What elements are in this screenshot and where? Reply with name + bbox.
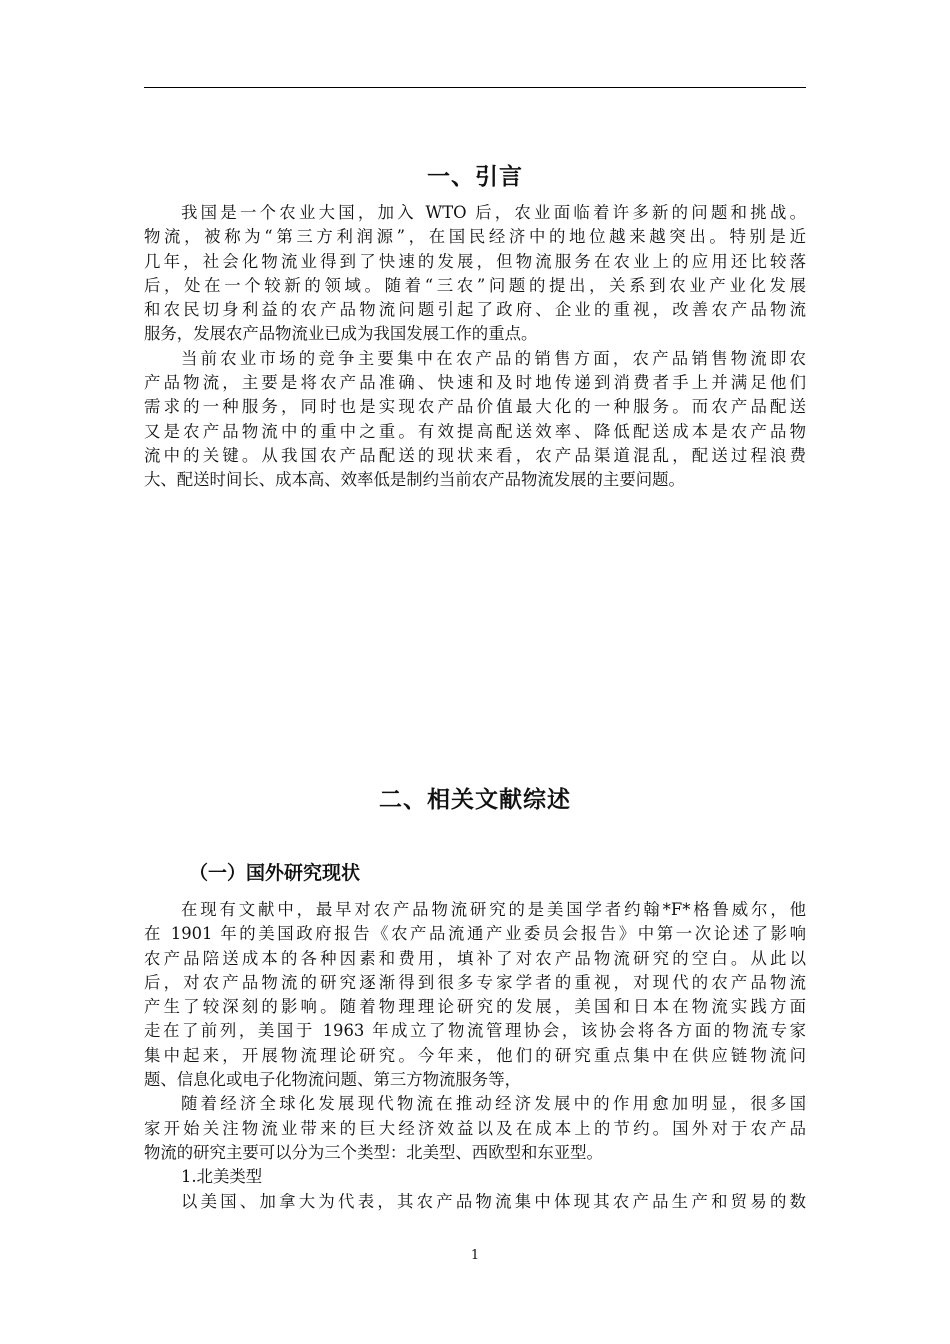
text-line: 和农民切身利益的农产品物流问题引起了政府、企业的重视，改善农产品物流 bbox=[144, 300, 806, 320]
section-2-heading-block bbox=[144, 785, 806, 815]
subsection-1-title: （一）国外研究现状 bbox=[189, 862, 361, 884]
subsection-1-heading-block bbox=[144, 860, 806, 886]
subsection-1-paragraph-3 bbox=[144, 1190, 806, 1214]
text-line: 在现有文献中，最早对农产品物流研究的是美国学者约翰*F*格鲁威尔，他 bbox=[181, 900, 806, 919]
text-line: 当前农业市场的竞争主要集中在农产品的销售方面，农产品销售物流即农 bbox=[181, 348, 806, 368]
text-line: 题、信息化或电子化物流问题、第三方物流服务等， bbox=[144, 1070, 521, 1090]
text-line: 家开始关注物流业带来的巨大经济效益以及在成本上的节约。国外对于农产品 bbox=[144, 1118, 806, 1138]
section-1-paragraph-2 bbox=[144, 347, 806, 493]
text-line: 走在了前列，美国于 1963 年成立了物流管理协会，该协会将各方面的物流专家 bbox=[144, 1021, 806, 1041]
header-rule bbox=[144, 87, 806, 88]
subsection-1-paragraph-1 bbox=[144, 898, 806, 1092]
section-2-title: 二、相关文献综述 bbox=[379, 787, 571, 813]
section-1-paragraph-1 bbox=[144, 201, 806, 347]
section-1-title: 一、引言 bbox=[427, 164, 523, 190]
text-line: 集中起来，开展物流理论研究。今年来，他们的研究重点集中在供应链物流问 bbox=[144, 1045, 806, 1065]
text-line: 几年，社会化物流业得到了快速的发展，但物流服务在农业上的应用还比较落 bbox=[144, 251, 806, 271]
text-line: 随着经济全球化发展现代物流在推动经济发展中的作用愈加明显，很多国 bbox=[181, 1094, 806, 1114]
text-line: 物流，被称为“第三方利润源”，在国民经济中的地位越来越突出。特别是近 bbox=[144, 227, 806, 247]
section-2-body bbox=[144, 898, 806, 1214]
page-number: 1 bbox=[470, 1248, 480, 1263]
text-line: 我国是一个农业大国，加入 WTO 后，农业面临着许多新的问题和挑战。 bbox=[181, 203, 806, 222]
text-line: 流中的关键。从我国农产品配送的现状来看，农产品渠道混乱，配送过程浪费 bbox=[144, 445, 806, 465]
text-line: 物流的研究主要可以分为三个类型：北美型、西欧型和东亚型。 bbox=[144, 1142, 603, 1162]
section-1-heading-block bbox=[144, 162, 806, 192]
text-line: 产品物流，主要是将农产品准确、快速和及时地传递到消费者手上并满足他们 bbox=[144, 373, 806, 393]
text-line: 需求的一种服务，同时也是实现农产品价值最大化的一种服务。而农产品配送 bbox=[144, 397, 806, 417]
text-line: 大、配送时间长、成本高、效率低是制约当前农产品物流发展的主要问题。 bbox=[144, 470, 685, 490]
text-line: 农产品陪送成本的各种因素和费用，填补了对农产品物流研究的空白。从此以 bbox=[144, 948, 806, 968]
text-line: 后，对农产品物流的研究逐渐得到很多专家学者的重视，对现代的农产品物流 bbox=[144, 972, 806, 992]
text-line: 后，处在一个较新的领域。随着“三农”问题的提出，关系到农业产业化发展 bbox=[144, 275, 806, 295]
text-line: 又是农产品物流中的重中之重。有效提高配送效率、降低配送成本是农产品物 bbox=[144, 421, 806, 441]
text-line: 服务，发展农产品物流业已成为我国发展工作的重点。 bbox=[144, 324, 538, 344]
item-1-title: 1.北美类型 bbox=[181, 1167, 263, 1187]
section-1-body bbox=[144, 201, 806, 493]
text-line: 以美国、加拿大为代表，其农产品物流集中体现其农产品生产和贸易的数 bbox=[181, 1191, 806, 1211]
text-line: 在 1901 年的美国政府报告《农产品流通产业委员会报告》中第一次论述了影响 bbox=[144, 924, 806, 944]
text-line: 产生了较深刻的影响。随着物理理论研究的发展，美国和日本在物流实践方面 bbox=[144, 997, 806, 1017]
subsection-1-paragraph-2 bbox=[144, 1092, 806, 1165]
